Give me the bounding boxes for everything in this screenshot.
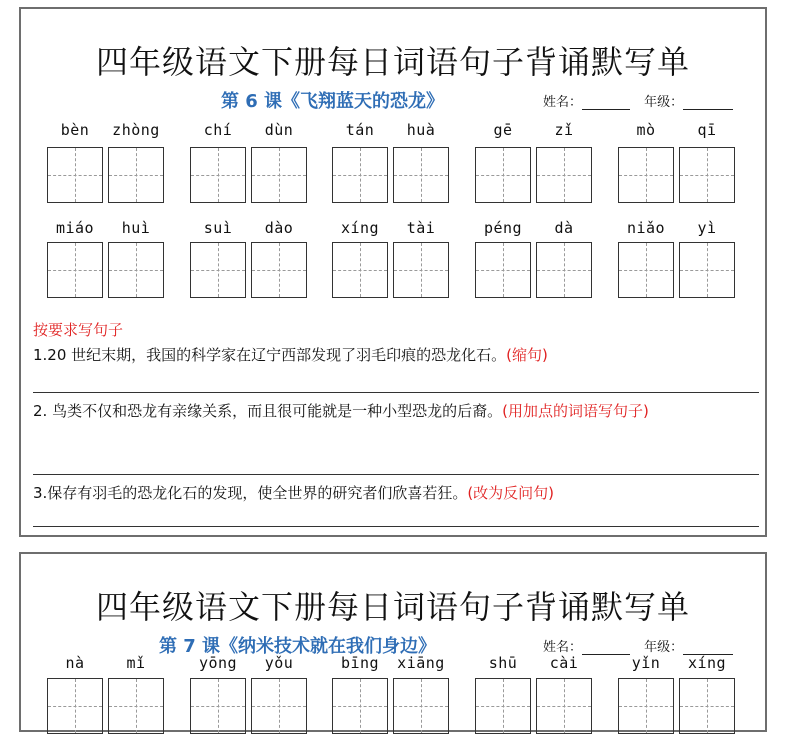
worksheet-title: 四年级语文下册每日词语句子背诵默写单 <box>95 588 690 626</box>
pinyin-label: xíng <box>340 219 380 237</box>
writing-box[interactable] <box>536 147 592 203</box>
pinyin-label: yǒu <box>264 654 294 672</box>
writing-box[interactable] <box>679 678 735 734</box>
question-1-hint: (缩句) <box>506 346 548 364</box>
pinyin-label: dùn <box>264 121 294 139</box>
writing-box[interactable] <box>190 242 246 298</box>
worksheet-title: 四年级语文下册每日词语句子背诵默写单 <box>95 43 690 81</box>
writing-box[interactable] <box>251 678 307 734</box>
pinyin-label: miáo <box>55 219 95 237</box>
pinyin-label: niǎo <box>626 219 666 237</box>
pinyin-label: péng <box>483 219 523 237</box>
pinyin-label: mò <box>636 121 656 139</box>
pinyin-label: cài <box>549 654 579 672</box>
pinyin-label: suì <box>203 219 233 237</box>
question-3-hint: (改为反问句) <box>467 484 555 502</box>
writing-box[interactable] <box>393 242 449 298</box>
grade-blank[interactable] <box>683 97 733 110</box>
pinyin-label: tán <box>345 121 375 139</box>
name-label: 姓名： <box>543 95 583 110</box>
pinyin-label: gē <box>493 121 513 139</box>
writing-box[interactable] <box>618 147 674 203</box>
writing-box[interactable] <box>251 147 307 203</box>
answer-line-3[interactable] <box>33 526 759 527</box>
pinyin-label: xiāng <box>397 654 445 672</box>
writing-box[interactable] <box>679 242 735 298</box>
worksheet-lesson-7 <box>19 552 767 732</box>
writing-box[interactable] <box>47 147 103 203</box>
name-blank[interactable] <box>582 97 630 110</box>
writing-box[interactable] <box>618 242 674 298</box>
writing-box[interactable] <box>47 678 103 734</box>
question-2 <box>33 399 763 423</box>
section-title: 按要求写句子 <box>33 321 124 339</box>
grade-label: 年级： <box>644 95 684 110</box>
pinyin-label: nà <box>65 654 85 672</box>
question-1 <box>33 343 763 367</box>
writing-box[interactable] <box>679 147 735 203</box>
pinyin-label: tài <box>406 219 436 237</box>
pinyin-label: bèn <box>60 121 90 139</box>
question-3 <box>33 481 763 505</box>
pinyin-label: bīng <box>340 654 380 672</box>
writing-box[interactable] <box>108 678 164 734</box>
writing-box[interactable] <box>475 242 531 298</box>
writing-box[interactable] <box>332 147 388 203</box>
question-1-text: 1.20 世纪末期，我国的科学家在辽宁西部发现了羽毛印痕的恐龙化石。 <box>33 346 507 364</box>
writing-box[interactable] <box>475 147 531 203</box>
pinyin-label: huà <box>406 121 436 139</box>
pinyin-label: xíng <box>687 654 727 672</box>
pinyin-label: chí <box>203 121 233 139</box>
writing-box[interactable] <box>536 242 592 298</box>
writing-box[interactable] <box>393 147 449 203</box>
writing-box[interactable] <box>190 678 246 734</box>
writing-box[interactable] <box>475 678 531 734</box>
pinyin-label: huì <box>121 219 151 237</box>
pinyin-label: zǐ <box>554 121 574 139</box>
lesson-title: 第 6 课《飞翔蓝天的恐龙》 <box>221 91 445 112</box>
grade-label: 年级： <box>644 640 684 655</box>
pinyin-label: yǐn <box>631 654 661 672</box>
worksheet-lesson-6 <box>19 7 767 537</box>
writing-box[interactable] <box>190 147 246 203</box>
writing-box[interactable] <box>108 242 164 298</box>
lesson-title: 第 7 课《纳米技术就在我们身边》 <box>159 636 437 657</box>
writing-box[interactable] <box>332 242 388 298</box>
writing-box[interactable] <box>618 678 674 734</box>
pinyin-label: shū <box>488 654 518 672</box>
name-label: 姓名： <box>543 640 583 655</box>
pinyin-label: dà <box>554 219 574 237</box>
name-grade-field <box>543 636 733 655</box>
writing-box[interactable] <box>393 678 449 734</box>
pinyin-label: dào <box>264 219 294 237</box>
pinyin-label: zhòng <box>112 121 160 139</box>
question-3-text: 3.保存有羽毛的恐龙化石的发现，使全世界的研究者们欣喜若狂。 <box>33 484 468 502</box>
writing-box[interactable] <box>108 147 164 203</box>
answer-line-1[interactable] <box>33 392 759 393</box>
question-2-text: 2. 鸟类不仅和恐龙有亲缘关系，而且很可能就是一种小型恐龙的后裔。 <box>33 402 503 420</box>
writing-box[interactable] <box>47 242 103 298</box>
pinyin-label: qī <box>697 121 717 139</box>
pinyin-label: yì <box>697 219 717 237</box>
writing-box[interactable] <box>251 242 307 298</box>
writing-box[interactable] <box>332 678 388 734</box>
pinyin-label: mǐ <box>126 654 146 672</box>
name-grade-field <box>543 91 733 110</box>
writing-box[interactable] <box>536 678 592 734</box>
pinyin-label: yōng <box>198 654 238 672</box>
answer-line-2[interactable] <box>33 474 759 475</box>
question-2-hint: (用加点的词语写句子) <box>502 402 649 420</box>
